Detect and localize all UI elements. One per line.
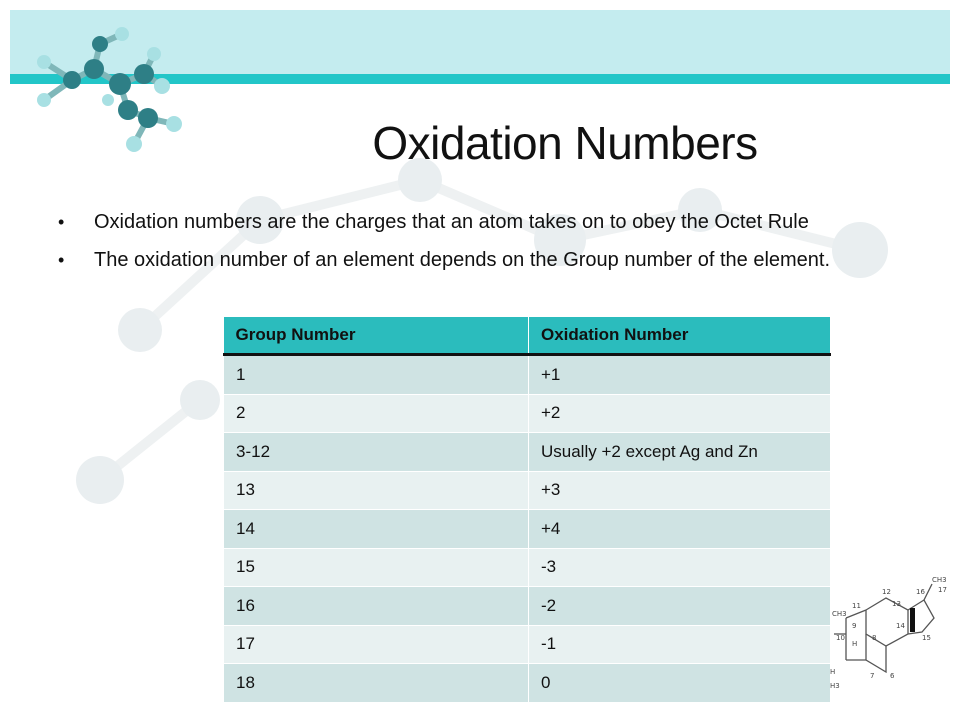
group-cell: 18 (224, 664, 529, 703)
bullet-dot-icon: • (58, 250, 65, 270)
structure-label: 13 (892, 600, 901, 608)
group-cell: 2 (224, 394, 529, 433)
oxidation-table (223, 317, 831, 703)
oxidation-cell: +1 (529, 355, 831, 395)
structure-label: 15 (922, 634, 931, 642)
group-cell: 13 (224, 471, 529, 510)
group-cell: 1 (224, 355, 529, 395)
table-row (224, 548, 831, 587)
structure-label: 14 (896, 622, 905, 630)
table-row (224, 394, 831, 433)
bullet-item (56, 206, 926, 238)
structure-label: 12 (882, 588, 891, 596)
structure-label: H (830, 668, 836, 676)
table-row (224, 433, 831, 472)
molecule-icon (24, 14, 204, 164)
column-header-group: Group Number (224, 317, 529, 355)
column-header-oxidation: Oxidation Number (529, 317, 831, 355)
bullet-text: The oxidation number of an element depends on the Group number of the element. (94, 249, 831, 271)
group-cell: 15 (224, 548, 529, 587)
group-cell: 16 (224, 587, 529, 626)
oxidation-cell: -2 (529, 587, 831, 626)
table-row (224, 471, 831, 510)
structure-label: 10 (836, 634, 845, 642)
oxidation-cell: 0 (529, 664, 831, 703)
table-row (224, 664, 831, 703)
oxidation-cell: +2 (529, 394, 831, 433)
steroid-structure-diagram (826, 570, 956, 700)
oxidation-cell: +3 (529, 471, 831, 510)
structure-label: 8 (872, 634, 877, 642)
group-cell: 14 (224, 510, 529, 549)
structure-label: 6 (890, 672, 895, 680)
slide-title: Oxidation Numbers (372, 117, 758, 169)
structure-label: 7 (870, 672, 875, 680)
structure-label: 17 (938, 586, 947, 594)
group-cell: 17 (224, 625, 529, 664)
table-row (224, 510, 831, 549)
table-row (224, 355, 831, 395)
structure-label: CH3 (832, 610, 847, 618)
structure-label: H3 (830, 682, 840, 690)
group-cell: 3-12 (224, 433, 529, 472)
structure-label: 11 (852, 602, 861, 610)
bullet-list (56, 206, 926, 282)
bullet-dot-icon: • (58, 212, 65, 232)
table-header-row (224, 317, 831, 355)
structure-label: H (852, 640, 858, 648)
structure-label: 16 (916, 588, 925, 596)
oxidation-cell: -1 (529, 625, 831, 664)
bullet-text: Oxidation numbers are the charges that an atom takes on to obey the Octet Rule (94, 211, 809, 233)
oxidation-cell: -3 (529, 548, 831, 587)
table-row (224, 625, 831, 664)
oxidation-cell: Usually +2 except Ag and Zn (529, 433, 831, 472)
structure-label: 9 (852, 622, 857, 630)
table-row (224, 587, 831, 626)
bullet-item (56, 244, 926, 276)
structure-label: CH3 (932, 576, 947, 584)
oxidation-cell: +4 (529, 510, 831, 549)
